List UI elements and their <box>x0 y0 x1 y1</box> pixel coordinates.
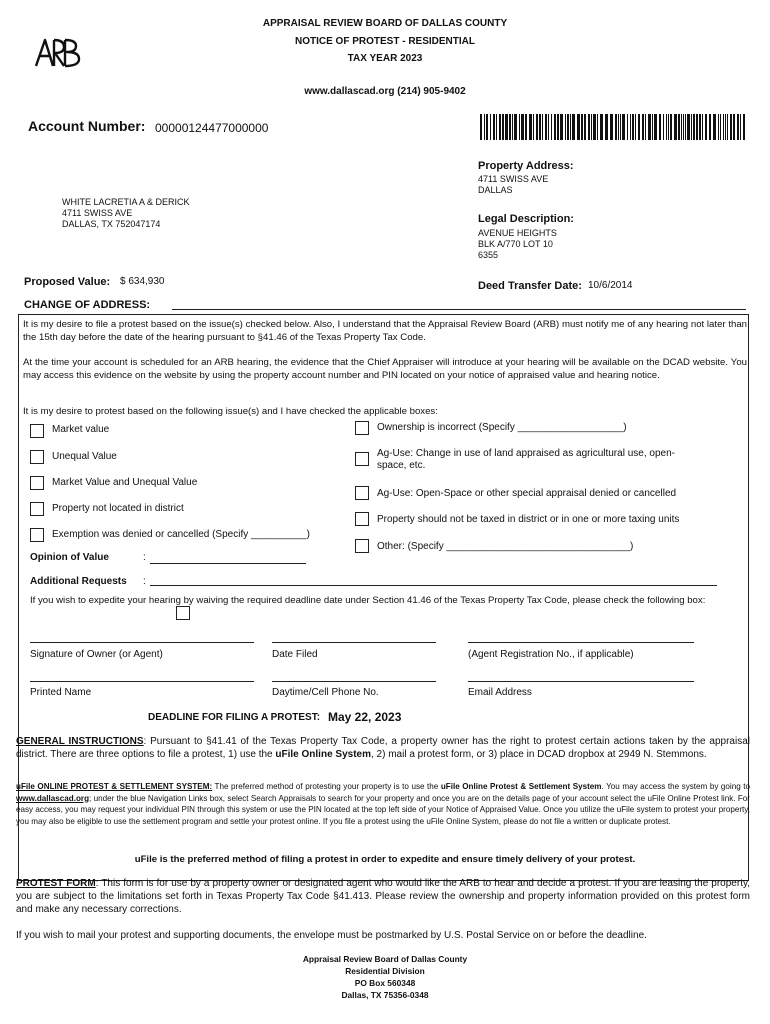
ufile-system-name: uFile Online System <box>275 749 371 760</box>
protest-para-3: It is my desire to protest based on the following issue(s) and I have checked the applicable boxes: <box>23 406 438 417</box>
email-label: Email Address <box>468 687 532 698</box>
account-number-value: 00000124477000000 <box>155 121 269 135</box>
mailing-line-4: Dallas, TX 75356-0348 <box>341 990 429 1000</box>
option-exemption-denied: Exemption was denied or cancelled (Specify __________) <box>52 529 310 540</box>
legal-description-label: Legal Description: <box>478 213 574 225</box>
deed-transfer-date: 10/6/2014 <box>588 280 633 291</box>
arb-logo <box>34 36 86 75</box>
protest-form-heading: PROTEST FORM <box>16 878 96 889</box>
checkbox-market-value[interactable] <box>30 424 44 438</box>
mailing-line-1: Appraisal Review Board of Dallas County <box>302 954 468 964</box>
header-line-1: APPRAISAL REVIEW BOARD OF DALLAS COUNTY <box>262 18 508 29</box>
date-filed-field[interactable] <box>272 642 436 643</box>
phone-field[interactable] <box>272 681 436 682</box>
general-instructions-heading: GENERAL INSTRUCTIONS <box>16 736 144 747</box>
protest-form-section <box>16 877 750 916</box>
expedite-text: If you wish to expedite your hearing by waiving the required deadline date under Section 41.46 of the Texas Property Tax Code, please check the following box: <box>30 595 706 606</box>
additional-requests-field[interactable] <box>150 585 717 586</box>
checkbox-other[interactable] <box>355 539 369 553</box>
ufile-preferred-note: uFile is the preferred method of filing a protest in order to expedite and ensure timely delivery of your protest. <box>134 854 636 865</box>
email-field[interactable] <box>468 681 694 682</box>
checkbox-ag-use-open-space[interactable] <box>355 486 369 500</box>
mail-instructions: If you wish to mail your protest and supporting documents, the envelope must be postmarked by U.S. Postal Service on or before the deadline. <box>16 930 647 941</box>
ufile-body-1: The preferred method of protesting your property is to use the <box>212 782 441 791</box>
general-instructions-tail: , 2) mail a protest form, or 3) place in DCAD dropbox at 2949 N. Stemmons. <box>371 749 707 760</box>
change-of-address-label: CHANGE OF ADDRESS: <box>24 299 151 311</box>
owner-street: 4711 SWISS AVE <box>62 208 133 218</box>
owner-name: WHITE LACRETIA A & DERICK <box>62 197 190 207</box>
deadline-date: May 22, 2023 <box>328 710 402 724</box>
option-ownership-incorrect: Ownership is incorrect (Specify ___________________) <box>377 422 627 433</box>
proposed-value-label: Proposed Value: <box>24 276 111 288</box>
additional-requests-label: Additional Requests <box>30 576 127 587</box>
signature-label: Signature of Owner (or Agent) <box>30 649 163 660</box>
option-market-value: Market value <box>52 424 110 435</box>
legal-line1: AVENUE HEIGHTS <box>478 228 557 238</box>
ufile-bold-name: uFile Online Protest & Settlement System <box>440 782 602 791</box>
opinion-colon: : <box>143 552 146 563</box>
property-address-line2: DALLAS <box>478 185 513 195</box>
protest-form-body: : This form is for use by a property owner or designated agent who would like the ARB to hear and decide a protest. If you are leasing the property, you are subject to the limitations set forth in Texas Property Tax Code §41.413. Please review the ownership and property information provided on this protest form and make any necessary corrections. <box>16 878 751 915</box>
checkbox-not-in-district[interactable] <box>30 502 44 516</box>
phone-label: Daytime/Cell Phone No. <box>272 687 379 698</box>
legal-line2: BLK A/770 LOT 10 <box>478 239 553 249</box>
mailing-line-2: Residential Division <box>345 966 425 976</box>
option-not-taxed: Property should not be taxed in district or in one or more taxing units <box>377 514 680 525</box>
mailing-line-3: PO Box 560348 <box>354 978 416 988</box>
printed-name-field[interactable] <box>30 681 254 682</box>
option-other: Other: (Specify _________________________________) <box>377 541 634 552</box>
checkbox-not-taxed[interactable] <box>355 512 369 526</box>
printed-name-label: Printed Name <box>30 687 92 698</box>
property-address-label: Property Address: <box>478 160 574 172</box>
option-market-and-unequal: Market Value and Unequal Value <box>52 477 198 488</box>
agent-registration-field[interactable] <box>468 642 694 643</box>
protest-para-2: At the time your account is scheduled for an ARB hearing, the evidence that the Chief Appraiser will introduce at your hearing will be available on the DCAD website. You may access this evidence on the website by using the property account number and PIN located on your notice of appraised value and hearing notice. <box>23 357 747 381</box>
general-instructions-body: : Pursuant to §41.41 of the Texas Property Tax Code, a property owner has the right to protest certain actions taken by the appraisal district. There are three options to file a protest, 1) use the <box>16 736 750 760</box>
header-line-3: TAX YEAR 2023 <box>347 53 423 64</box>
checkbox-exemption-denied[interactable] <box>30 528 44 542</box>
header-contact: www.dallascad.org (214) 905-9402 <box>304 86 466 97</box>
ufile-body-2: . You may access the system by going to <box>601 782 751 791</box>
legal-line3: 6355 <box>478 250 499 260</box>
opinion-of-value-label: Opinion of Value <box>30 552 109 563</box>
opinion-of-value-field[interactable] <box>150 563 306 564</box>
ufile-body-3: ; under the blue Navigation Links box, select Search Appraisals to search for your property and once you are on the details page of your account select the uFile Online Protest link. For easy access, you may request your individual PIN through this system or use the PIN located at the top left side of your Notice of Appraised Value. Once you utilize the uFile system to protest your property, you may also be eligible to use the settlement program and settle your protest online. If you file a protest using the uFile Online System, please do not file a written or duplicate protest. <box>16 793 750 826</box>
signature-field[interactable] <box>30 642 254 643</box>
owner-city: DALLAS, TX 752047174 <box>62 219 161 229</box>
change-of-address-field[interactable] <box>172 309 746 310</box>
protest-para-1: It is my desire to file a protest based on the issue(s) checked below. Also, I understand that the Appraisal Review Board (ARB) must notify me of any hearing not later than the 15th day before the date of the hearing pursuant to §41.46 of the Texas Property Tax Code. <box>23 319 747 343</box>
account-number-label: Account Number: <box>28 118 146 134</box>
checkbox-unequal-value[interactable] <box>30 450 44 464</box>
deadline-label: DEADLINE FOR FILING A PROTEST: <box>148 712 321 723</box>
property-address-line1: 4711 SWISS AVE <box>478 174 549 184</box>
checkbox-ag-use-change[interactable] <box>355 452 369 466</box>
proposed-value: $ 634,930 <box>120 276 165 287</box>
option-not-in-district: Property not located in district <box>52 503 184 514</box>
agent-registration-label: (Agent Registration No., if applicable) <box>468 649 634 660</box>
additional-colon: : <box>143 576 146 587</box>
header-line-2: NOTICE OF PROTEST - RESIDENTIAL <box>294 36 475 47</box>
checkbox-market-and-unequal[interactable] <box>30 476 44 490</box>
general-instructions <box>16 735 750 761</box>
date-filed-label: Date Filed <box>272 649 318 660</box>
option-unequal-value: Unequal Value <box>52 451 117 462</box>
option-ag-use-change: Ag-Use: Change in use of land appraised as agricultural use, open-space, etc. <box>377 448 675 471</box>
dallascad-link[interactable]: www.dallascad.org <box>16 793 90 803</box>
ufile-section <box>16 781 750 827</box>
ufile-heading: uFile ONLINE PROTEST & SETTLEMENT SYSTEM: <box>16 782 213 791</box>
checkbox-ownership-incorrect[interactable] <box>355 421 369 435</box>
barcode <box>480 114 746 140</box>
option-ag-use-open-space: Ag-Use: Open-Space or other special appraisal denied or cancelled <box>377 488 677 499</box>
checkbox-expedite[interactable] <box>176 606 190 620</box>
deed-transfer-label: Deed Transfer Date: <box>478 280 582 292</box>
